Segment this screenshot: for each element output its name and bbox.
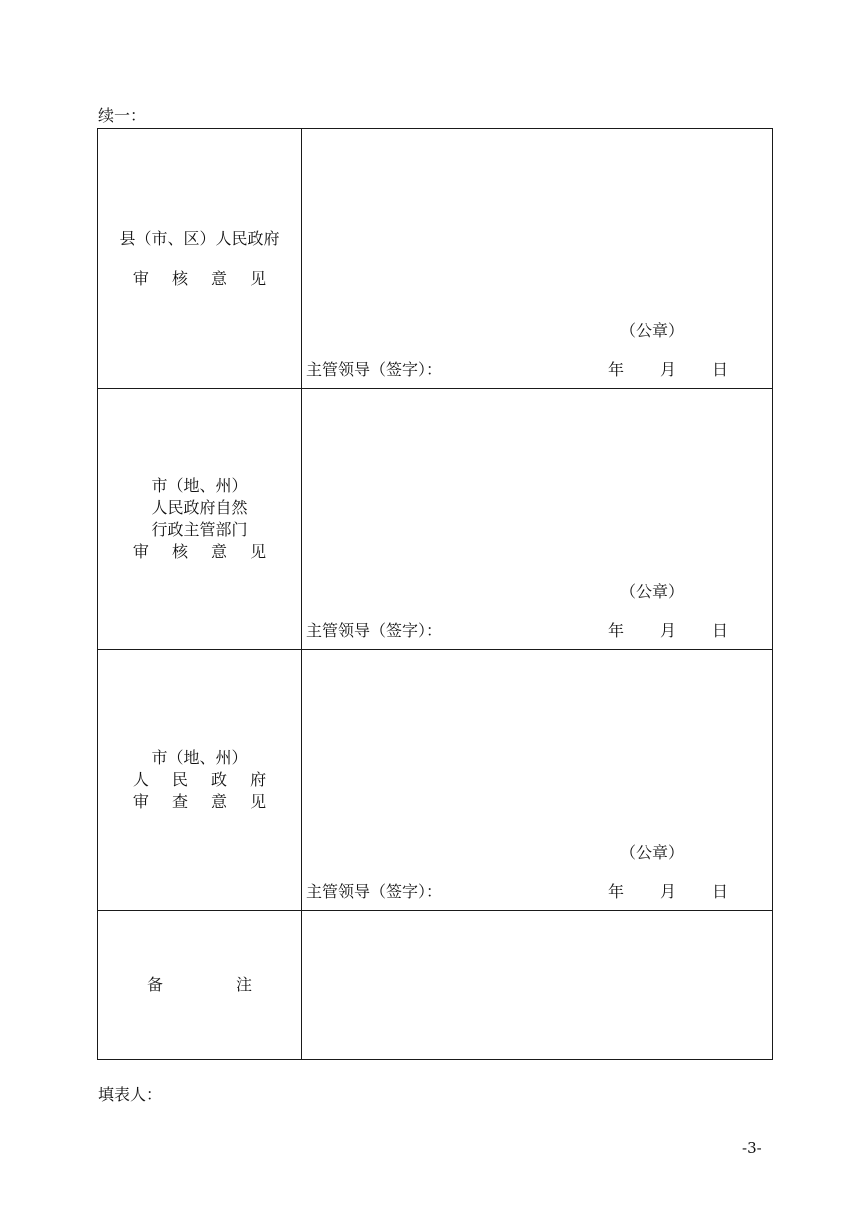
official-seal-label: （公章） (620, 843, 685, 862)
table-row-natural-resources-review (98, 389, 772, 650)
label-line: 审 核 意 见 (132, 542, 276, 561)
signature-label: 主管领导（签字）： (306, 882, 443, 901)
opinion-field-county-review[interactable] (302, 129, 772, 388)
form-filler-label: 填表人： (98, 1085, 163, 1104)
table-row-city-government-review (98, 650, 772, 911)
continued-label: 续一： (98, 106, 147, 125)
label-line: 行政主管部门 (151, 520, 248, 539)
official-seal-label: （公章） (620, 582, 685, 601)
signature-label: 主管领导（签字）： (306, 621, 443, 640)
date-month-label: 月 (660, 360, 677, 379)
date-year-label: 年 (608, 882, 625, 901)
date-month-label: 月 (660, 882, 677, 901)
label-line: 人 民 政 府 (132, 770, 276, 789)
label-cell-remarks (98, 911, 302, 1059)
table-row-county-review (98, 129, 772, 389)
label-cell-city-government-review (98, 650, 302, 910)
page-number: -3- (742, 1139, 762, 1157)
date-year-label: 年 (608, 621, 625, 640)
date-day-label: 日 (712, 621, 729, 640)
signature-label: 主管领导（签字）： (306, 360, 443, 379)
label-line: 县（市、区）人民政府 (119, 228, 280, 248)
official-seal-label: （公章） (620, 321, 685, 340)
label-line: 市（地、州） (151, 748, 248, 767)
label-line: 备 注 (146, 975, 287, 994)
table-row-remarks (98, 911, 772, 1059)
label-line: 人民政府自然 (151, 498, 248, 517)
label-cell-natural-resources-review (98, 389, 302, 649)
label-line: 审 核 意 见 (132, 268, 276, 288)
label-line: 市（地、州） (151, 476, 248, 495)
date-month-label: 月 (660, 621, 677, 640)
opinion-field-natural-resources-review[interactable] (302, 389, 772, 649)
label-line: 审 查 意 见 (132, 792, 276, 811)
label-cell-county-review (98, 129, 302, 388)
date-day-label: 日 (712, 882, 729, 901)
date-day-label: 日 (712, 360, 729, 379)
remarks-field[interactable] (302, 911, 772, 1059)
review-opinion-table (97, 128, 773, 1060)
date-year-label: 年 (608, 360, 625, 379)
opinion-field-city-government-review[interactable] (302, 650, 772, 910)
